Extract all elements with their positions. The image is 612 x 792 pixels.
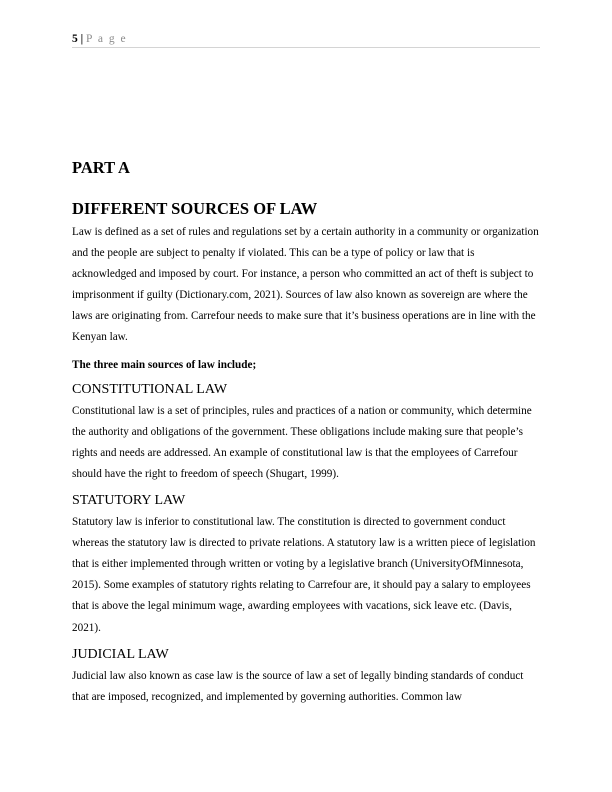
statutory-law-paragraph: Statutory law is inferior to constitutional law. The constitution is directed to government conduct whereas the statutory law is directed to private relations. A statutory law is a written piece of legislation that is either implemented through written or voting by a legislative branch (UniversityOfMinnesota, 2015). Some examples of statutory rights relating to Carrefour are, it should pay a salary to employees that is above the legal minimum wage, awarding employees with vacations, sick leave etc. (Davis, 2021). bbox=[72, 516, 536, 634]
lead-text: The three main sources of law include; bbox=[72, 358, 257, 371]
constitutional-law-paragraph: Constitutional law is a set of principles, rules and practices of a nation or community, which determine the authority and obligations of the government. These obligations include making sure that people’s rights and needs are addressed. An example of constitutional law is that the employees of Carrefour should have the right to freedom of speech (Shugart, 1999). bbox=[72, 404, 532, 480]
page-number: 5 bbox=[72, 33, 78, 45]
page-content bbox=[72, 158, 540, 714]
part-heading: PART A bbox=[72, 158, 130, 177]
judicial-law-heading: JUDICIAL LAW bbox=[72, 646, 169, 662]
header-separator: | bbox=[77, 33, 87, 45]
page-header bbox=[72, 33, 540, 48]
intro-paragraph: Law is defined as a set of rules and regulations set by a certain authority in a community or organization and the people are subject to penalty if violated. This can be a type of policy or law that is acknowledged and imposed by court. For instance, a person who committed an act of theft is subject to imprisonment if guilty (Dictionary.com, 2021). Sources of law also known as sovereign are where the laws are originating from. Carrefour needs to make sure that it’s business operations are in line with the Kenyan law. bbox=[72, 226, 539, 344]
page-label: P a g e bbox=[86, 33, 128, 45]
judicial-law-paragraph: Judicial law also known as case law is the source of law a set of legally binding standards of conduct that are imposed, recognized, and implemented by governing authorities. Common law bbox=[72, 669, 524, 703]
constitutional-law-heading: CONSTITUTIONAL LAW bbox=[72, 381, 228, 397]
section-title: DIFFERENT SOURCES OF LAW bbox=[72, 199, 318, 218]
statutory-law-heading: STATUTORY LAW bbox=[72, 493, 186, 509]
